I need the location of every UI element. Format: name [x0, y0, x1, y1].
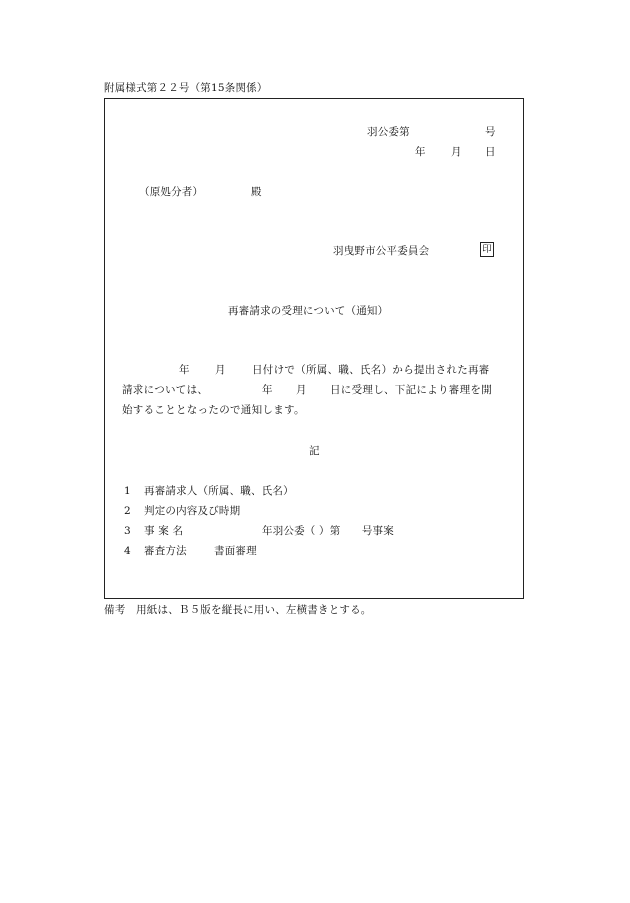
- item-number: 4: [124, 545, 131, 557]
- item-label: 事 案 名: [144, 525, 184, 537]
- notice-title: 再審請求の受理について（通知）: [228, 305, 389, 317]
- addressee: （原処分者）: [139, 186, 204, 198]
- honorific: 殿: [251, 186, 262, 198]
- item-number: 1: [124, 485, 131, 497]
- body-line2-text: 日に受理し、下記により審理を開: [330, 384, 492, 396]
- body-line3: 始することとなったので通知します。: [122, 404, 305, 416]
- item-label: 再審請求人（所属、職、氏名）: [144, 485, 294, 497]
- body-line2-month: 月: [296, 384, 307, 396]
- item-label: 判定の内容及び時期: [144, 505, 241, 517]
- item-number: 2: [124, 505, 131, 517]
- item-detail: 書面審理: [214, 545, 257, 557]
- item-detail: 年羽公委（ ）第 号事案: [262, 525, 394, 537]
- item-label: 審査方法: [144, 545, 187, 557]
- form-heading: 附属様式第２２号（第15条関係）: [104, 82, 268, 94]
- body-line2-year: 年: [262, 384, 273, 396]
- issuer-name: 羽曳野市公平委員会: [333, 245, 430, 257]
- form-frame: [104, 98, 524, 599]
- footnote: 備考 用紙は、Ｂ５版を縦長に用い、左横書きとする。: [104, 604, 372, 616]
- date-year: 年: [415, 146, 426, 158]
- date-day: 日: [485, 146, 496, 158]
- body-line1-month: 月: [215, 364, 226, 376]
- item-number: 3: [124, 525, 131, 537]
- document-number-suffix: 号: [485, 126, 496, 138]
- date-month: 月: [451, 146, 462, 158]
- body-line1-year: 年: [179, 364, 190, 376]
- ki-marker: 記: [309, 445, 320, 457]
- seal-mark: 印: [480, 242, 494, 257]
- body-line2-start: 請求については、: [122, 384, 209, 396]
- body-line1-text: 日付けで（所属、職、氏名）から提出された再審: [252, 364, 490, 376]
- document-number-label: 羽公委第: [367, 126, 410, 138]
